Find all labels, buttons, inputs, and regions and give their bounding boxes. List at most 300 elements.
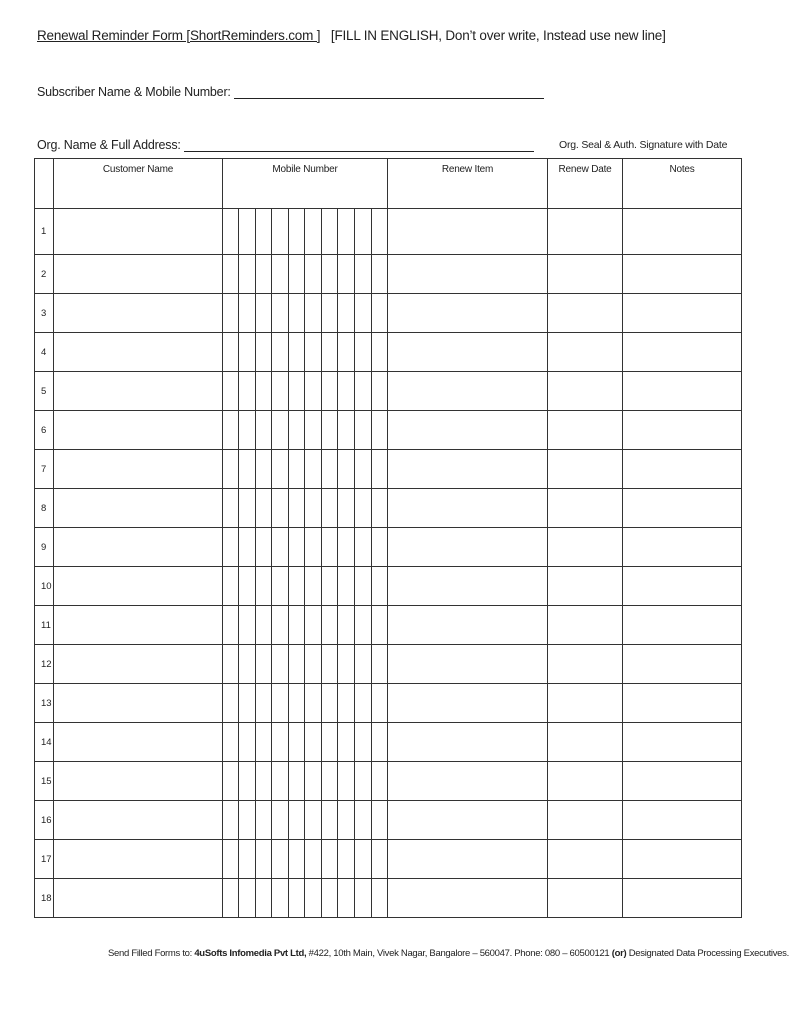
mobile-digit-box[interactable] xyxy=(256,450,273,488)
mobile-digit-box[interactable] xyxy=(338,372,355,410)
mobile-digit-boxes xyxy=(223,801,387,839)
mobile-digit-box[interactable] xyxy=(305,645,322,683)
customer-name-cell[interactable] xyxy=(54,411,223,450)
renew-item-cell[interactable] xyxy=(388,684,548,723)
customer-name-cell[interactable] xyxy=(54,762,223,801)
mobile-digit-box[interactable] xyxy=(338,840,355,878)
renew-date-cell[interactable] xyxy=(548,801,623,840)
mobile-digit-box[interactable] xyxy=(272,333,289,371)
notes-cell[interactable] xyxy=(623,333,742,372)
renew-item-cell[interactable] xyxy=(388,372,548,411)
mobile-digit-box[interactable] xyxy=(372,684,388,722)
mobile-digit-box[interactable] xyxy=(272,723,289,761)
mobile-digit-box[interactable] xyxy=(338,489,355,527)
mobile-digit-box[interactable] xyxy=(355,567,372,605)
customer-name-cell[interactable] xyxy=(54,333,223,372)
mobile-digit-box[interactable] xyxy=(239,879,256,917)
mobile-digit-box[interactable] xyxy=(338,606,355,644)
mobile-digit-box[interactable] xyxy=(355,411,372,449)
notes-cell[interactable] xyxy=(623,762,742,801)
renew-date-cell[interactable] xyxy=(548,567,623,606)
mobile-digit-box[interactable] xyxy=(322,606,339,644)
mobile-digit-box[interactable] xyxy=(372,255,388,293)
mobile-digit-box[interactable] xyxy=(239,645,256,683)
mobile-digit-box[interactable] xyxy=(256,209,273,254)
mobile-digit-box[interactable] xyxy=(289,411,306,449)
mobile-digit-box[interactable] xyxy=(372,294,388,332)
mobile-digit-box[interactable] xyxy=(322,450,339,488)
mobile-digit-box[interactable] xyxy=(272,528,289,566)
notes-cell[interactable] xyxy=(623,450,742,489)
mobile-digit-box[interactable] xyxy=(256,879,273,917)
mobile-digit-box[interactable] xyxy=(223,606,239,644)
mobile-digit-box[interactable] xyxy=(338,294,355,332)
footer-company: 4uSofts Infomedia Pvt Ltd, xyxy=(194,948,307,959)
row-number: 5 xyxy=(35,372,54,411)
renew-date-cell[interactable] xyxy=(548,606,623,645)
mobile-number-cell[interactable] xyxy=(223,762,388,801)
mobile-digit-box[interactable] xyxy=(289,723,306,761)
renew-date-cell[interactable] xyxy=(548,723,623,762)
mobile-digit-box[interactable] xyxy=(372,606,388,644)
mobile-digit-box[interactable] xyxy=(355,333,372,371)
mobile-digit-box[interactable] xyxy=(289,294,306,332)
mobile-digit-box[interactable] xyxy=(223,762,239,800)
mobile-digit-box[interactable] xyxy=(372,723,388,761)
mobile-digit-box[interactable] xyxy=(305,762,322,800)
mobile-digit-box[interactable] xyxy=(338,567,355,605)
customer-name-cell[interactable] xyxy=(54,801,223,840)
mobile-digit-box[interactable] xyxy=(322,209,339,254)
mobile-digit-box[interactable] xyxy=(322,489,339,527)
renew-item-cell[interactable] xyxy=(388,567,548,606)
mobile-digit-box[interactable] xyxy=(355,762,372,800)
renew-item-cell[interactable] xyxy=(388,411,548,450)
customer-name-cell[interactable] xyxy=(54,840,223,879)
mobile-number-cell[interactable] xyxy=(223,255,388,294)
renew-date-cell[interactable] xyxy=(548,879,623,918)
mobile-digit-box[interactable] xyxy=(322,684,339,722)
mobile-digit-box[interactable] xyxy=(289,489,306,527)
mobile-digit-box[interactable] xyxy=(305,333,322,371)
mobile-digit-box[interactable] xyxy=(338,209,355,254)
mobile-digit-box[interactable] xyxy=(223,723,239,761)
renew-date-cell[interactable] xyxy=(548,489,623,528)
renew-date-cell[interactable] xyxy=(548,333,623,372)
mobile-digit-box[interactable] xyxy=(256,255,273,293)
mobile-digit-box[interactable] xyxy=(223,255,239,293)
org-line[interactable] xyxy=(184,139,534,152)
mobile-digit-box[interactable] xyxy=(289,450,306,488)
mobile-digit-boxes xyxy=(223,606,387,644)
mobile-digit-box[interactable] xyxy=(223,294,239,332)
renew-date-cell[interactable] xyxy=(548,411,623,450)
subscriber-line[interactable] xyxy=(234,86,544,99)
mobile-digit-box[interactable] xyxy=(223,489,239,527)
mobile-digit-box[interactable] xyxy=(305,879,322,917)
mobile-digit-box[interactable] xyxy=(372,879,388,917)
customer-name-cell[interactable] xyxy=(54,209,223,255)
mobile-digit-box[interactable] xyxy=(355,255,372,293)
mobile-digit-box[interactable] xyxy=(289,209,306,254)
table-row xyxy=(35,489,742,528)
mobile-digit-box[interactable] xyxy=(322,411,339,449)
mobile-digit-box[interactable] xyxy=(305,528,322,566)
mobile-digit-box[interactable] xyxy=(223,333,239,371)
mobile-digit-box[interactable] xyxy=(223,528,239,566)
mobile-digit-box[interactable] xyxy=(322,333,339,371)
mobile-digit-box[interactable] xyxy=(239,411,256,449)
mobile-digit-box[interactable] xyxy=(372,450,388,488)
mobile-digit-box[interactable] xyxy=(239,684,256,722)
mobile-digit-box[interactable] xyxy=(372,411,388,449)
notes-cell[interactable] xyxy=(623,606,742,645)
mobile-digit-box[interactable] xyxy=(322,645,339,683)
mobile-number-cell[interactable] xyxy=(223,209,388,255)
mobile-digit-box[interactable] xyxy=(289,684,306,722)
mobile-digit-box[interactable] xyxy=(305,489,322,527)
reminder-table xyxy=(34,158,742,918)
mobile-digit-box[interactable] xyxy=(322,255,339,293)
mobile-digit-box[interactable] xyxy=(355,372,372,410)
row-number: 6 xyxy=(35,411,54,450)
mobile-digit-box[interactable] xyxy=(289,840,306,878)
mobile-number-cell[interactable] xyxy=(223,606,388,645)
mobile-digit-box[interactable] xyxy=(239,294,256,332)
notes-cell[interactable] xyxy=(623,255,742,294)
mobile-digit-box[interactable] xyxy=(256,840,273,878)
mobile-digit-box[interactable] xyxy=(239,606,256,644)
customer-name-cell[interactable] xyxy=(54,567,223,606)
mobile-digit-box[interactable] xyxy=(223,684,239,722)
mobile-digit-box[interactable] xyxy=(355,801,372,839)
mobile-digit-box[interactable] xyxy=(239,489,256,527)
row-number: 14 xyxy=(35,723,54,762)
mobile-number-cell[interactable] xyxy=(223,411,388,450)
mobile-number-cell[interactable] xyxy=(223,294,388,333)
mobile-digit-box[interactable] xyxy=(322,879,339,917)
mobile-digit-box[interactable] xyxy=(338,645,355,683)
mobile-digit-box[interactable] xyxy=(256,606,273,644)
mobile-digit-box[interactable] xyxy=(256,411,273,449)
mobile-digit-box[interactable] xyxy=(338,333,355,371)
mobile-digit-box[interactable] xyxy=(272,294,289,332)
form-title xyxy=(37,28,666,43)
customer-name-header: Customer Name xyxy=(54,159,223,209)
mobile-digit-box[interactable] xyxy=(338,684,355,722)
mobile-digit-box[interactable] xyxy=(272,567,289,605)
table-header-row xyxy=(35,159,742,209)
mobile-digit-box[interactable] xyxy=(289,879,306,917)
renew-item-cell[interactable] xyxy=(388,723,548,762)
row-number: 16 xyxy=(35,801,54,840)
mobile-digit-box[interactable] xyxy=(372,333,388,371)
mobile-digit-box[interactable] xyxy=(256,567,273,605)
mobile-digit-box[interactable] xyxy=(289,645,306,683)
mobile-digit-box[interactable] xyxy=(322,372,339,410)
renew-date-cell[interactable] xyxy=(548,645,623,684)
mobile-digit-box[interactable] xyxy=(338,762,355,800)
mobile-digit-box[interactable] xyxy=(355,489,372,527)
renew-date-cell[interactable] xyxy=(548,450,623,489)
mobile-digit-box[interactable] xyxy=(272,801,289,839)
org-field xyxy=(37,138,534,152)
mobile-number-cell[interactable] xyxy=(223,567,388,606)
renew-item-cell[interactable] xyxy=(388,840,548,879)
renew-item-cell[interactable] xyxy=(388,801,548,840)
mobile-digit-boxes xyxy=(223,333,387,371)
mobile-digit-box[interactable] xyxy=(338,411,355,449)
mobile-digit-box[interactable] xyxy=(223,840,239,878)
renew-date-cell[interactable] xyxy=(548,294,623,333)
customer-name-cell[interactable] xyxy=(54,684,223,723)
mobile-digit-box[interactable] xyxy=(272,255,289,293)
customer-name-cell[interactable] xyxy=(54,489,223,528)
renew-item-cell[interactable] xyxy=(388,879,548,918)
mobile-digit-box[interactable] xyxy=(355,209,372,254)
renew-item-cell[interactable] xyxy=(388,209,548,255)
mobile-digit-box[interactable] xyxy=(239,840,256,878)
mobile-digit-box[interactable] xyxy=(372,489,388,527)
customer-name-cell[interactable] xyxy=(54,606,223,645)
mobile-number-cell[interactable] xyxy=(223,879,388,918)
mobile-digit-box[interactable] xyxy=(223,645,239,683)
mobile-digit-box[interactable] xyxy=(322,840,339,878)
mobile-digit-box[interactable] xyxy=(272,879,289,917)
mobile-number-cell[interactable] xyxy=(223,450,388,489)
customer-name-cell[interactable] xyxy=(54,645,223,684)
mobile-digit-boxes xyxy=(223,684,387,722)
mobile-digit-box[interactable] xyxy=(305,294,322,332)
mobile-digit-box[interactable] xyxy=(372,840,388,878)
mobile-digit-box[interactable] xyxy=(338,255,355,293)
mobile-digit-box[interactable] xyxy=(355,723,372,761)
notes-cell[interactable] xyxy=(623,684,742,723)
mobile-digit-box[interactable] xyxy=(223,209,239,254)
mobile-digit-box[interactable] xyxy=(256,645,273,683)
mobile-digit-box[interactable] xyxy=(289,333,306,371)
mobile-digit-box[interactable] xyxy=(239,801,256,839)
mobile-digit-box[interactable] xyxy=(355,294,372,332)
mobile-digit-box[interactable] xyxy=(256,801,273,839)
mobile-digit-box[interactable] xyxy=(272,209,289,254)
renew-date-cell[interactable] xyxy=(548,528,623,567)
mobile-digit-box[interactable] xyxy=(289,567,306,605)
notes-cell[interactable] xyxy=(623,645,742,684)
mobile-digit-box[interactable] xyxy=(223,879,239,917)
mobile-digit-box[interactable] xyxy=(272,411,289,449)
customer-name-cell[interactable] xyxy=(54,450,223,489)
mobile-digit-box[interactable] xyxy=(223,567,239,605)
mobile-digit-box[interactable] xyxy=(322,801,339,839)
mobile-number-cell[interactable] xyxy=(223,723,388,762)
row-number: 7 xyxy=(35,450,54,489)
renew-date-cell[interactable] xyxy=(548,762,623,801)
mobile-digit-box[interactable] xyxy=(272,762,289,800)
mobile-digit-box[interactable] xyxy=(355,450,372,488)
mobile-number-cell[interactable] xyxy=(223,840,388,879)
renew-item-cell[interactable] xyxy=(388,528,548,567)
customer-name-cell[interactable] xyxy=(54,294,223,333)
mobile-digit-box[interactable] xyxy=(289,255,306,293)
mobile-digit-box[interactable] xyxy=(289,528,306,566)
notes-cell[interactable] xyxy=(623,209,742,255)
mobile-digit-box[interactable] xyxy=(239,567,256,605)
mobile-digit-box[interactable] xyxy=(272,684,289,722)
mobile-digit-box[interactable] xyxy=(372,528,388,566)
mobile-number-cell[interactable] xyxy=(223,645,388,684)
mobile-digit-box[interactable] xyxy=(305,684,322,722)
renew-item-cell[interactable] xyxy=(388,489,548,528)
renew-date-cell[interactable] xyxy=(548,209,623,255)
mobile-digit-box[interactable] xyxy=(305,209,322,254)
mobile-number-cell[interactable] xyxy=(223,528,388,567)
renew-item-cell[interactable] xyxy=(388,255,548,294)
mobile-digit-box[interactable] xyxy=(239,762,256,800)
mobile-digit-box[interactable] xyxy=(372,801,388,839)
mobile-digit-box[interactable] xyxy=(338,879,355,917)
mobile-digit-box[interactable] xyxy=(322,528,339,566)
customer-name-cell[interactable] xyxy=(54,723,223,762)
mobile-number-cell[interactable] xyxy=(223,801,388,840)
mobile-digit-box[interactable] xyxy=(256,723,273,761)
notes-cell[interactable] xyxy=(623,528,742,567)
mobile-digit-box[interactable] xyxy=(223,450,239,488)
mobile-digit-box[interactable] xyxy=(305,411,322,449)
renew-item-cell[interactable] xyxy=(388,762,548,801)
mobile-digit-box[interactable] xyxy=(355,645,372,683)
notes-cell[interactable] xyxy=(623,567,742,606)
renew-item-cell[interactable] xyxy=(388,333,548,372)
table-row xyxy=(35,723,742,762)
mobile-digit-box[interactable] xyxy=(289,801,306,839)
mobile-digit-box[interactable] xyxy=(372,762,388,800)
mobile-digit-box[interactable] xyxy=(305,801,322,839)
mobile-digit-box[interactable] xyxy=(355,684,372,722)
renew-date-cell[interactable] xyxy=(548,372,623,411)
renew-date-cell[interactable] xyxy=(548,255,623,294)
mobile-digit-box[interactable] xyxy=(256,528,273,566)
notes-cell[interactable] xyxy=(623,840,742,879)
notes-cell[interactable] xyxy=(623,723,742,762)
subscriber-field xyxy=(37,85,544,99)
mobile-digit-box[interactable] xyxy=(355,840,372,878)
mobile-digit-box[interactable] xyxy=(305,723,322,761)
mobile-digit-box[interactable] xyxy=(372,567,388,605)
row-number: 3 xyxy=(35,294,54,333)
mobile-digit-box[interactable] xyxy=(239,528,256,566)
mobile-number-cell[interactable] xyxy=(223,684,388,723)
mobile-digit-box[interactable] xyxy=(256,333,273,371)
mobile-digit-box[interactable] xyxy=(305,606,322,644)
mobile-digit-box[interactable] xyxy=(338,801,355,839)
mobile-digit-box[interactable] xyxy=(338,723,355,761)
mobile-digit-box[interactable] xyxy=(272,450,289,488)
mobile-digit-box[interactable] xyxy=(239,255,256,293)
mobile-digit-box[interactable] xyxy=(223,411,239,449)
mobile-digit-box[interactable] xyxy=(372,372,388,410)
mobile-digit-box[interactable] xyxy=(372,645,388,683)
customer-name-cell[interactable] xyxy=(54,255,223,294)
mobile-digit-box[interactable] xyxy=(289,762,306,800)
mobile-digit-box[interactable] xyxy=(272,372,289,410)
mobile-digit-box[interactable] xyxy=(239,372,256,410)
mobile-digit-box[interactable] xyxy=(223,372,239,410)
renew-item-header: Renew Item xyxy=(388,159,548,209)
mobile-digit-boxes xyxy=(223,723,387,761)
mobile-digit-box[interactable] xyxy=(272,606,289,644)
renew-item-cell[interactable] xyxy=(388,450,548,489)
renew-item-cell[interactable] xyxy=(388,606,548,645)
mobile-digit-box[interactable] xyxy=(256,372,273,410)
mobile-digit-box[interactable] xyxy=(305,372,322,410)
row-number: 4 xyxy=(35,333,54,372)
customer-name-cell[interactable] xyxy=(54,372,223,411)
mobile-digit-box[interactable] xyxy=(305,567,322,605)
mobile-digit-box[interactable] xyxy=(322,762,339,800)
mobile-digit-box[interactable] xyxy=(239,723,256,761)
footer-suffix: Designated Data Processing Executives. xyxy=(626,948,789,959)
notes-cell[interactable] xyxy=(623,489,742,528)
mobile-digit-box[interactable] xyxy=(355,606,372,644)
mobile-digit-box[interactable] xyxy=(272,645,289,683)
mobile-digit-box[interactable] xyxy=(355,528,372,566)
mobile-digit-box[interactable] xyxy=(322,294,339,332)
customer-name-cell[interactable] xyxy=(54,879,223,918)
notes-cell[interactable] xyxy=(623,294,742,333)
mobile-number-cell[interactable] xyxy=(223,372,388,411)
mobile-digit-box[interactable] xyxy=(372,209,388,254)
mobile-digit-box[interactable] xyxy=(355,879,372,917)
renew-item-cell[interactable] xyxy=(388,645,548,684)
mobile-digit-box[interactable] xyxy=(256,489,273,527)
mobile-digit-box[interactable] xyxy=(272,840,289,878)
row-number: 2 xyxy=(35,255,54,294)
mobile-digit-box[interactable] xyxy=(322,567,339,605)
renew-date-cell[interactable] xyxy=(548,684,623,723)
mobile-number-cell[interactable] xyxy=(223,333,388,372)
mobile-digit-box[interactable] xyxy=(256,684,273,722)
mobile-digit-box[interactable] xyxy=(239,209,256,254)
notes-cell[interactable] xyxy=(623,372,742,411)
mobile-digit-box[interactable] xyxy=(239,333,256,371)
mobile-digit-box[interactable] xyxy=(305,255,322,293)
mobile-digit-box[interactable] xyxy=(256,294,273,332)
mobile-digit-box[interactable] xyxy=(338,450,355,488)
row-number-header xyxy=(35,159,54,209)
mobile-digit-box[interactable] xyxy=(305,840,322,878)
mobile-digit-box[interactable] xyxy=(289,372,306,410)
row-number: 13 xyxy=(35,684,54,723)
mobile-digit-box[interactable] xyxy=(289,606,306,644)
notes-cell[interactable] xyxy=(623,879,742,918)
notes-cell[interactable] xyxy=(623,801,742,840)
table-row xyxy=(35,645,742,684)
mobile-digit-box[interactable] xyxy=(272,489,289,527)
mobile-number-cell[interactable] xyxy=(223,489,388,528)
renew-date-cell[interactable] xyxy=(548,840,623,879)
row-number: 15 xyxy=(35,762,54,801)
notes-cell[interactable] xyxy=(623,411,742,450)
mobile-digit-box[interactable] xyxy=(223,801,239,839)
mobile-digit-box[interactable] xyxy=(338,528,355,566)
customer-name-cell[interactable] xyxy=(54,528,223,567)
renew-item-cell[interactable] xyxy=(388,294,548,333)
mobile-digit-box[interactable] xyxy=(305,450,322,488)
mobile-digit-box[interactable] xyxy=(239,450,256,488)
mobile-digit-box[interactable] xyxy=(256,762,273,800)
mobile-digit-box[interactable] xyxy=(322,723,339,761)
